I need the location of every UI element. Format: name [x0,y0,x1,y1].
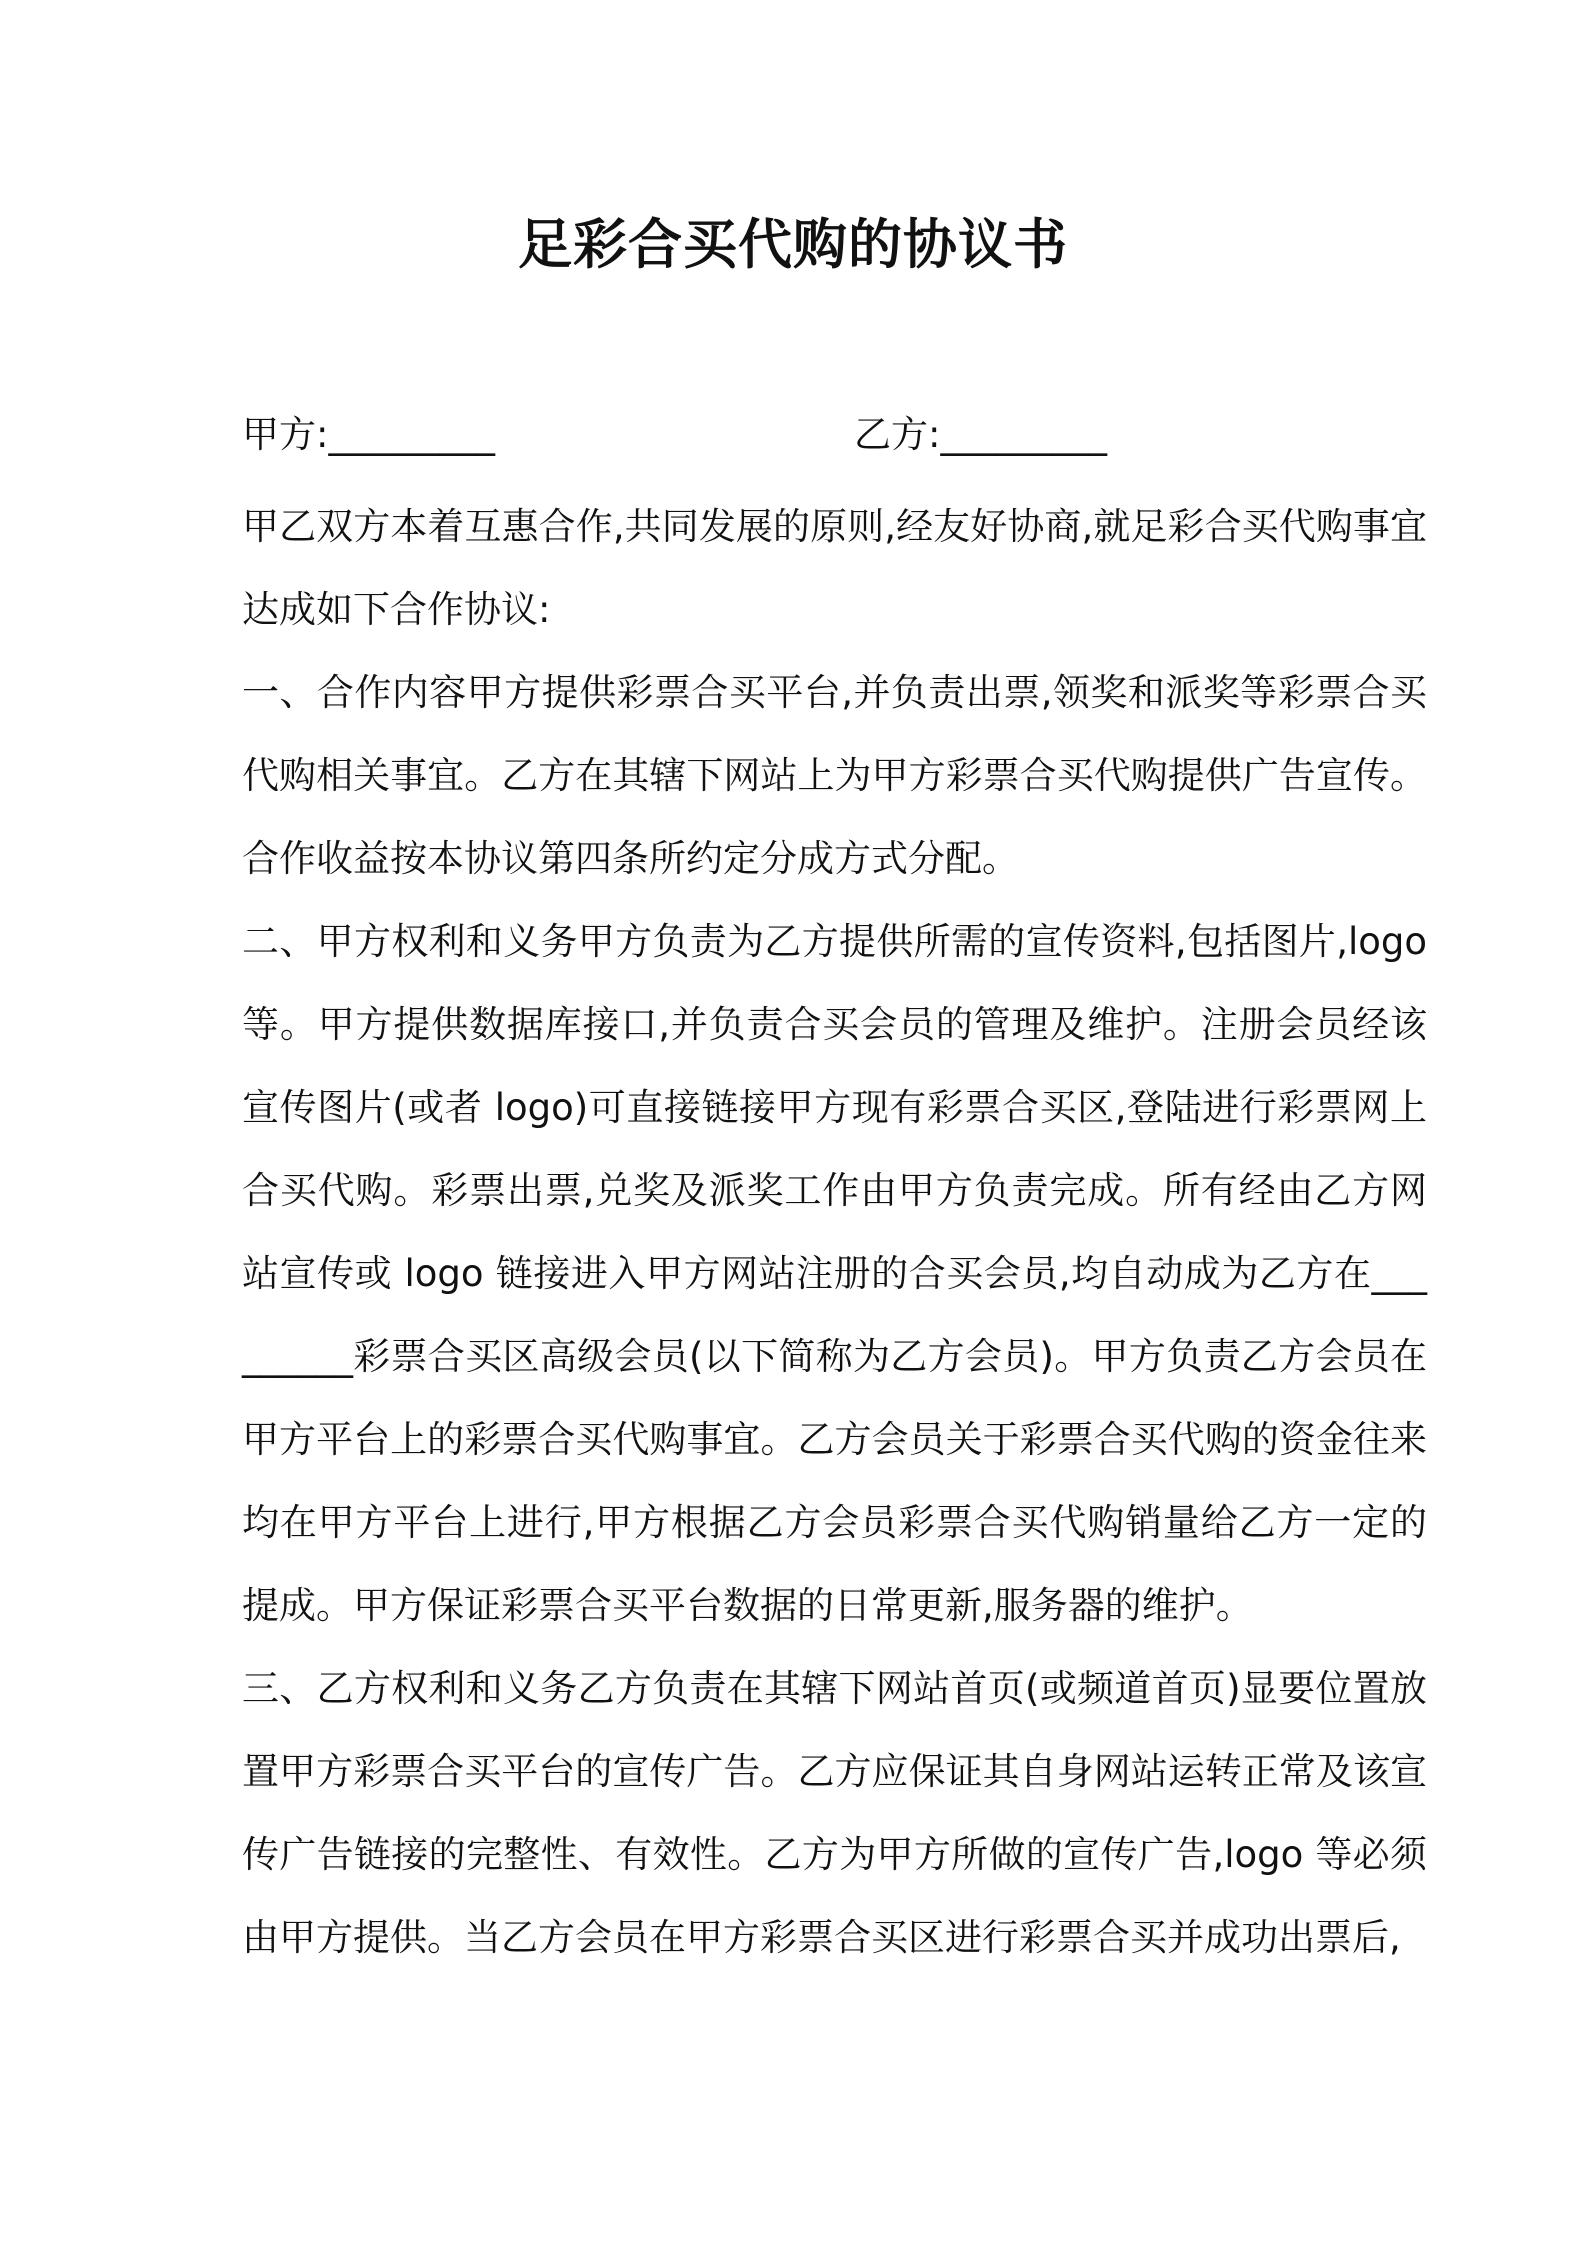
clause-2-party-a-rights: 二、甲方权利和义务甲方负责为乙方提供所需的宣传资料,包括图片,logo等。甲方提供数据库接口,并负责合买会员的管理及维护。注册会员经该宣传图片(或者 logo)可直接链接甲方现有彩票合买区,登陆进行彩票网上合买代购。彩票出票,兑奖及派奖工作由甲方负责完成。所有经由乙方网站宣传或 logo 链接进入甲方网站注册的合买会员,均自动成为乙方在_________彩票合买区高级会员(以下简称为乙方会员)。甲方负责乙方会员在甲方平台上的彩票合买代购事宜。乙方会员关于彩票合买代购的资金往来均在甲方平台上进行,甲方根据乙方会员彩票合买代购销量给乙方一定的提成。甲方保证彩票合买平台数据的日常更新,服务器的维护。 [242,920,1427,1627]
preamble-paragraph: 甲乙双方本着互惠合作,共同发展的原则,经友好协商,就足彩合买代购事宜达成如下合作协议: [242,505,1427,631]
clause-1-cooperation-content: 一、合作内容甲方提供彩票合买平台,并负责出票,领奖和派奖等彩票合买代购相关事宜。乙方在其辖下网站上为甲方彩票合买代购提供广告宣传。合作收益按本协议第四条所约定分成方式分配。 [242,671,1427,880]
clause-3-party-b-rights: 三、乙方权利和义务乙方负责在其辖下网站首页(或频道首页)显要位置放置甲方彩票合买平台的宣传广告。乙方应保证其自身网站运转正常及该宣传广告链接的完整性、有效性。乙方为甲方所做的宣传广告,logo 等必须由甲方提供。当乙方会员在甲方彩票合买区进行彩票合买并成功出票后, [242,1667,1427,1959]
agreement-body [242,485,1427,1979]
parties-line [242,400,1422,470]
document-title: 足彩合买代购的协议书 [518,213,1068,276]
party-b-field: 乙方:_________ [854,413,1107,456]
party-a-field: 甲方:_________ [242,413,495,456]
